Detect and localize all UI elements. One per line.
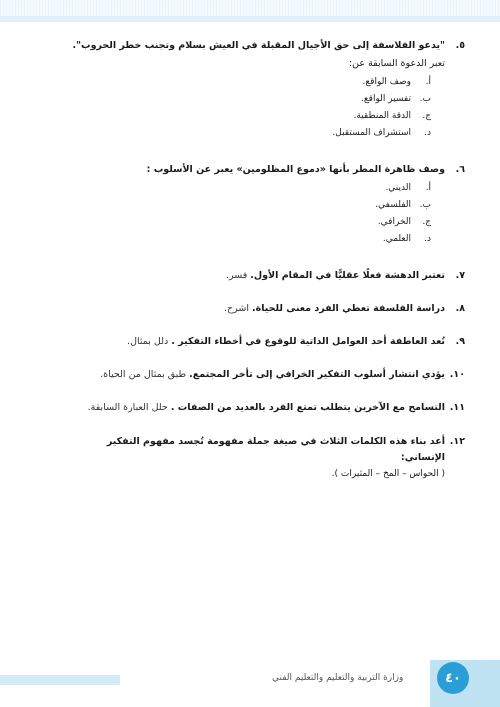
option-letter: د.: [424, 234, 431, 244]
option-letter: أ.: [425, 183, 431, 193]
question-instruction: فسر.: [225, 270, 248, 281]
question-text: وصف ظاهرة المطر بأنها «دموع المظلومين» يعبر عن الأسلوب :: [146, 164, 445, 175]
question-instruction: اشرح.: [223, 303, 249, 314]
option-text: الفلسفي.: [375, 200, 411, 210]
questions-list: [60, 38, 465, 482]
question-6: [60, 162, 465, 248]
option-letter: أ.: [425, 77, 431, 87]
option-letter: ج.: [422, 217, 431, 227]
question-number: ٦.: [455, 164, 465, 175]
option-text: تفسير الواقع.: [361, 94, 411, 104]
question-number: ٧.: [455, 270, 465, 281]
option-text: وصف الواقع.: [362, 77, 411, 87]
option-letter: ج.: [422, 111, 431, 121]
footer-bar: [0, 675, 120, 685]
question-number: ٨.: [455, 303, 465, 314]
option-b: [60, 91, 431, 108]
option-a: [60, 74, 431, 91]
question-12: [60, 434, 465, 482]
question-number: ١٠.: [449, 369, 465, 380]
question-10: [60, 367, 465, 383]
option-a: [60, 180, 431, 197]
option-letter: د.: [424, 128, 431, 138]
option-text: العلمي.: [382, 234, 411, 244]
question-8: [60, 301, 465, 317]
question-text: "يدعو الفلاسفة إلى حق الأجيال المقبلة في العيش بسلام وتجنب خطر الحروب".: [72, 40, 445, 51]
question-text: تُعد العاطفة أحد العوامل الذاتية للوقوع في أخطاء التفكير .: [171, 336, 445, 347]
top-decorative-band: [0, 0, 500, 22]
page-number-badge: ٤٠: [437, 662, 469, 694]
option-d: [60, 231, 431, 248]
option-c: [60, 214, 431, 231]
question-instruction: دلل بمثال.: [127, 336, 169, 347]
option-text: الدقة المنطقية.: [353, 111, 411, 121]
question-number: ١٢.: [449, 436, 465, 447]
question-text: أعد بناء هذه الكلمات الثلاث في صيغة جملة مفهومة تُجسد مفهوم التفكير الإنساني:: [106, 436, 445, 463]
question-instruction: طبق بمثال من الحياة.: [100, 369, 187, 380]
question-7: [60, 268, 465, 284]
footer-ministry-text: وزارة التربية والتعليم والتعليم الفني: [272, 673, 404, 683]
question-number: ٩.: [455, 336, 465, 347]
word-list: ( الحواس – المخ – المثيرات ).: [331, 469, 445, 479]
question-text: التسامح مع الآخرين يتطلب تمتع الفرد بالعديد من الصفات .: [170, 402, 445, 413]
option-text: استشراف المستقبل.: [332, 128, 411, 138]
top-band-edge: [0, 16, 500, 22]
option-b: [60, 197, 431, 214]
question-text: دراسة الفلسفة تعطي الفرد معنى للحياة.: [252, 303, 445, 314]
question-text: تعتبر الدهشة فعلًا عقليًّا في المقام الأول.: [250, 270, 445, 281]
question-11: [60, 400, 465, 416]
option-c: [60, 108, 431, 125]
question-5: [60, 38, 465, 142]
question-number: ١١.: [449, 402, 465, 413]
option-letter: ب.: [419, 200, 431, 210]
options-list: [60, 74, 445, 142]
options-list: [60, 180, 445, 248]
option-letter: ب.: [419, 94, 431, 104]
question-instruction: حلل العبارة السابقة.: [87, 402, 168, 413]
option-text: الديني.: [385, 183, 411, 193]
question-subtext: تعبر الدعوة السابقة عن:: [348, 58, 445, 69]
question-text: يؤدي انتشار أسلوب التفكير الخرافي إلى تأخر المجتمع.: [189, 369, 445, 380]
question-9: [60, 334, 465, 350]
option-text: الخرافي.: [377, 217, 411, 227]
option-d: [60, 125, 431, 142]
question-number: ٥.: [455, 40, 465, 51]
